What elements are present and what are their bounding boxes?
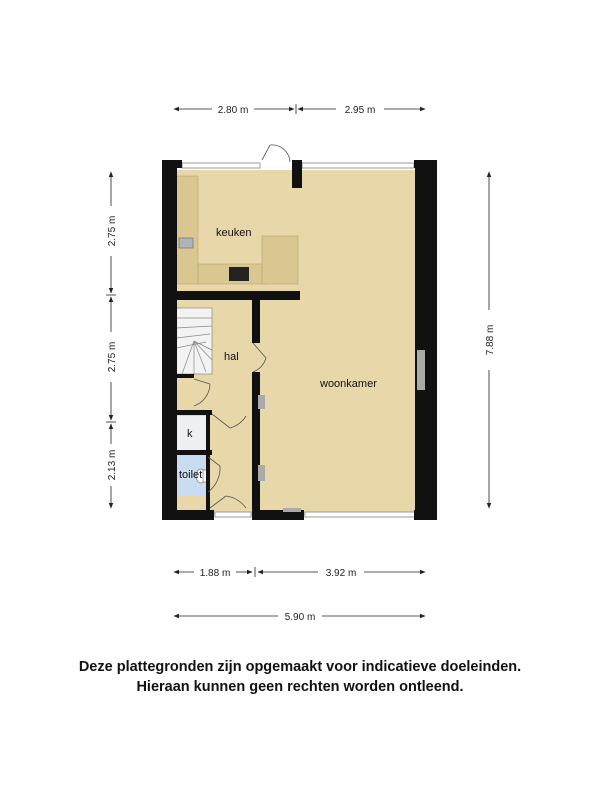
staircase [176,308,212,374]
dim-right-total: 7.88 m [485,324,496,356]
disclaimer-line-1: Deze plattegronden zijn opgemaakt voor indicatieve doeleinden. [78,659,522,675]
kitchen-island [262,236,298,284]
sink-icon [179,238,193,248]
wall-right [415,160,437,520]
wall-top-pillar [292,160,302,188]
dim-bottom-right: 3.92 m [325,568,357,579]
wall-top-left-corner [162,160,182,168]
counter-left [176,176,198,284]
room-label-keuken: keuken [216,227,252,239]
dim-top-right: 2.95 m [344,105,376,116]
cooktop-icon [229,267,249,281]
dim-left-bottom: 2.13 m [107,449,118,481]
dim-left-top: 2.75 m [107,215,118,247]
wall-left [162,160,177,520]
room-label-hal: hal [224,351,239,363]
wall-kitchen-hal [176,291,300,300]
room-label-woonkamer: woonkamer [320,378,377,390]
dim-bottom-left: 1.88 m [199,568,231,579]
disclaimer-line-2: Hieraan kunnen geen rechten worden ontleend. [136,679,464,695]
room-label-k: k [187,428,193,440]
front-door-leaf [262,145,270,160]
room-label-toilet: toilet [179,469,203,481]
dim-left-middle: 2.75 m [107,341,118,373]
dim-bottom-total: 5.90 m [284,612,316,623]
wall-hal-right-lower [252,372,260,510]
wall-hal-right-upper [252,291,260,343]
front-door-swing [270,145,290,162]
dim-top-left: 2.80 m [217,105,249,116]
wall-wc-right [206,412,210,510]
wall-bottom-left [162,510,214,520]
